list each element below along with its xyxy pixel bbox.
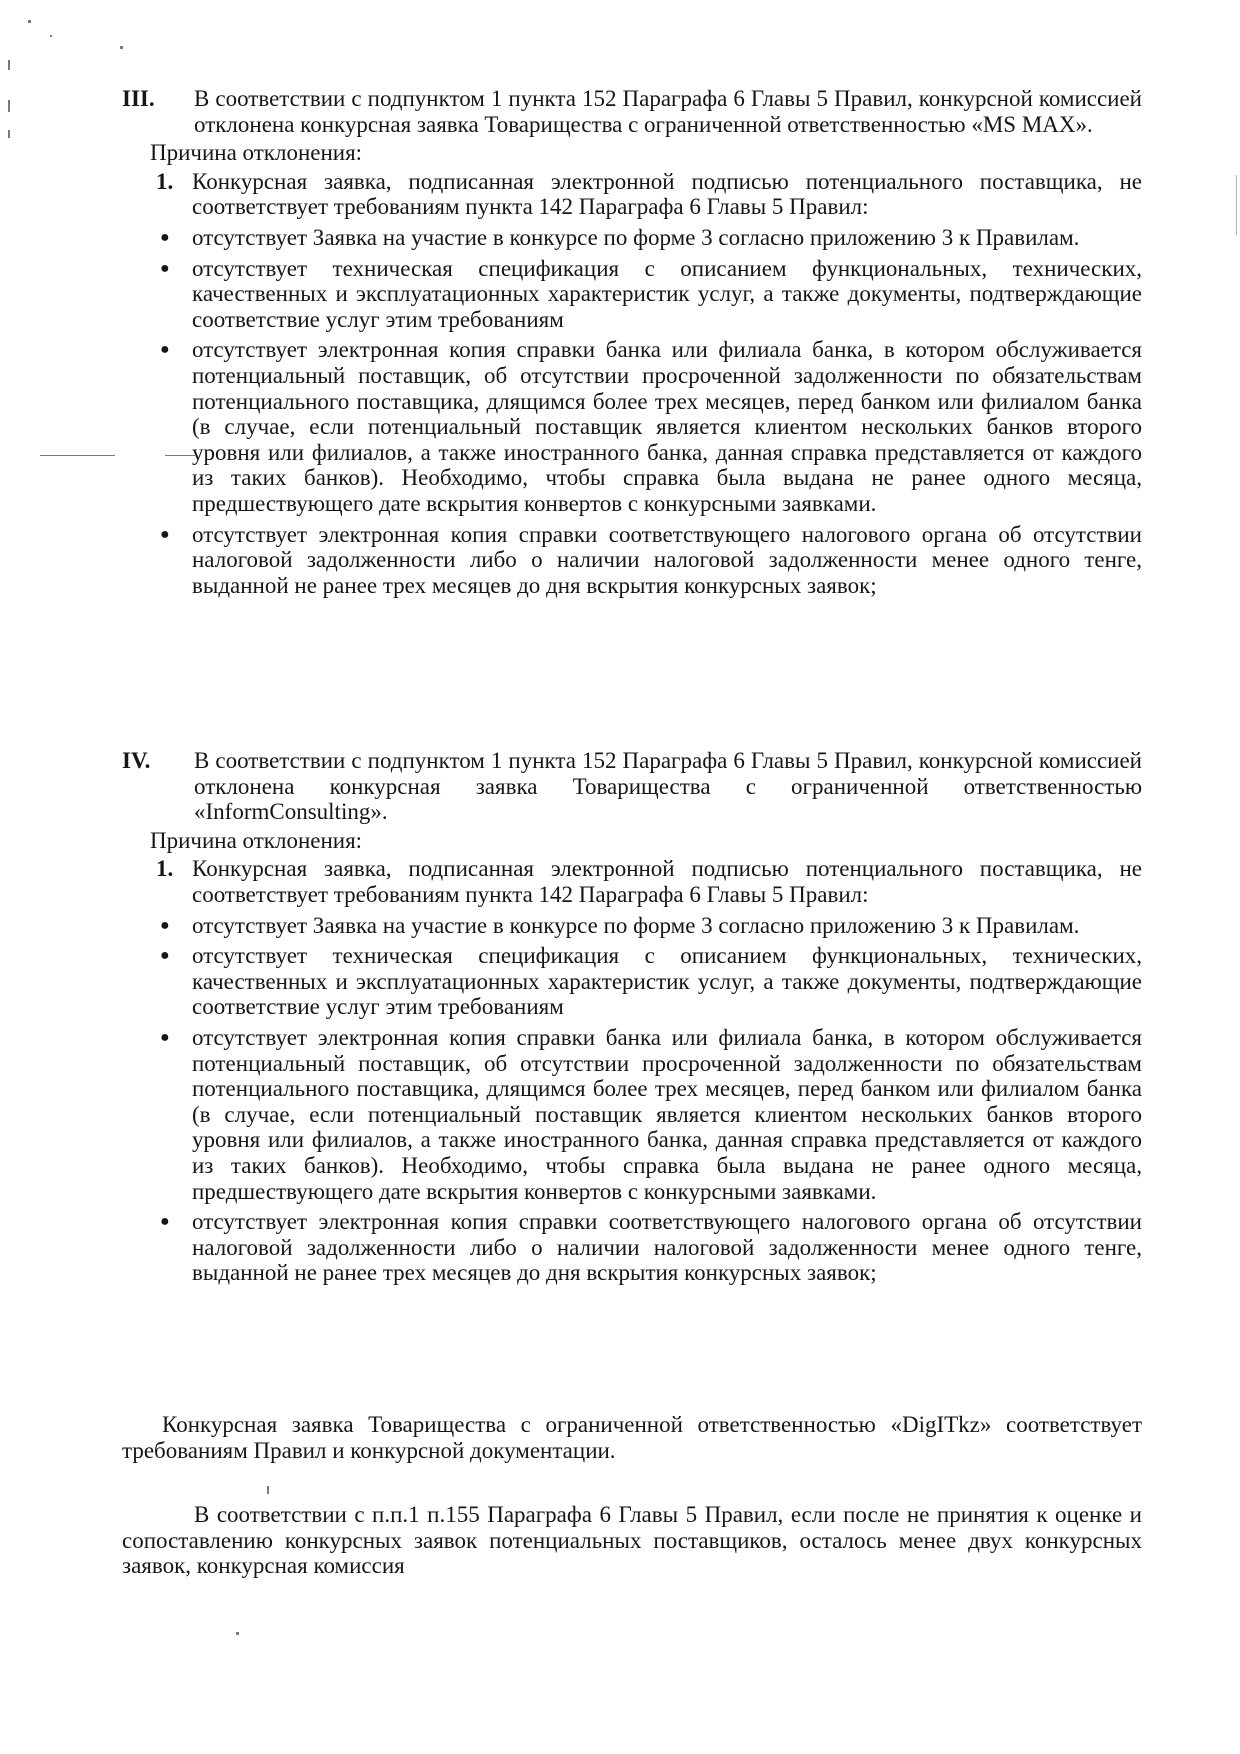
scan-speck <box>120 46 123 49</box>
bullet-text: отсутствует техническая спецификация с описанием функциональных, технических, качественных и эксплуатационных характеристик услуг, а также документы, подтверждающие соответствие услуг этим требованиям <box>192 943 1142 1020</box>
bullet-item <box>156 1025 1142 1204</box>
item-number: 1. <box>156 168 174 194</box>
scan-speck <box>8 100 10 112</box>
bullet-text: отсутствует техническая спецификация с описанием функциональных, технических, качественных и эксплуатационных характеристик услуг, а также документы, подтверждающие соответствие услуг этим требованиям <box>192 255 1142 332</box>
bullet-icon: ● <box>160 525 170 543</box>
scan-margin-line <box>40 455 115 456</box>
scan-speck <box>236 1632 239 1635</box>
bullet-text: отсутствует электронная копия справки соответствующего налогового органа об отсутствии налоговой задолженности либо о наличии налоговой задолженности менее одного тенге, выданной не ранее трех месяцев до дня вскрытия конкурсных заявок; <box>192 1209 1142 1286</box>
rejection-reason-label: Причина отклонения: <box>150 827 363 853</box>
item-text: Конкурсная заявка, подписанная электронной подписью потенциального поставщика, не соответствует требованиям пункта 142 Параграфа 6 Главы 5 Правил: <box>192 168 1142 220</box>
bullet-text: отсутствует электронная копия справки банка или филиала банка, в котором обслуживается потенциальный поставщик, об отсутствии просроченной задолженности по обязательствам потенциального поставщика, длящимся более трех месяцев, перед банком или филиалом банка (в случае, если потенциальный поставщик является клиентом нескольких банков второго уровня или филиалов, а также иностранного банка, данная справка представляется от каждого из таких банков). Необходимо, чтобы справка была выдана не ранее одного месяца, предшествующего дате вскрытия конвертов с конкурсными заявками. <box>192 337 1142 516</box>
scan-speck <box>8 130 10 138</box>
bullet-item <box>156 913 1142 939</box>
bullet-icon: ● <box>160 341 170 359</box>
bullet-icon: ● <box>160 916 170 934</box>
scan-speck <box>8 60 10 70</box>
section-intro: В соответствии с подпунктом 1 пункта 152 Параграфа 6 Главы 5 Правил, конкурсной комиссией отклонена конкурсная заявка Товарищества с ограниченной ответственностью «InformConsulting». <box>194 748 1142 825</box>
bullet-item <box>156 256 1142 333</box>
item-text: Конкурсная заявка, подписанная электронной подписью потенциального поставщика, не соответствует требованиям пункта 142 Параграфа 6 Главы 5 Правил: <box>192 856 1142 907</box>
scan-speck <box>267 1486 269 1494</box>
bullet-icon: ● <box>160 259 170 277</box>
bullet-icon: ● <box>160 947 170 965</box>
section-iii <box>122 86 1142 598</box>
scan-speck <box>50 35 52 37</box>
section-iv-heading <box>122 748 1142 825</box>
section-number: III. <box>122 86 155 111</box>
section-number: IV. <box>122 748 151 773</box>
bullet-icon: ● <box>160 1213 170 1231</box>
bullet-icon: ● <box>160 228 170 246</box>
section-iv <box>122 748 1142 1286</box>
bullet-item <box>156 522 1142 599</box>
final-paragraph: В соответствии с п.п.1 п.155 Параграфа 6 Главы 5 Правил, если после не принятия к оценке и сопоставлению конкурсных заявок потенциальных поставщиков, осталось менее двух конкурсных заявок, конкурсная комиссия <box>122 1502 1142 1579</box>
section-iii-heading <box>122 86 1142 137</box>
bullet-text: отсутствует Заявка на участие в конкурсе по форме 3 согласно приложению 3 к Правилам. <box>192 224 1080 250</box>
item-number: 1. <box>156 856 174 882</box>
numbered-item <box>156 169 1142 220</box>
bullet-text: отсутствует Заявка на участие в конкурсе по форме 3 согласно приложению 3 к Правилам. <box>192 912 1080 938</box>
scan-speck <box>28 20 31 23</box>
bullet-icon: ● <box>160 1028 170 1046</box>
bullet-item <box>156 225 1142 251</box>
compliant-application-paragraph: Конкурсная заявка Товарищества с ограниченной ответственностью «DigITkz» соответствует требованиям Правил и конкурсной документации. <box>122 1412 1142 1463</box>
bullet-item <box>156 337 1142 516</box>
bullet-item <box>156 1209 1142 1286</box>
bullet-text: отсутствует электронная копия справки соответствующего налогового органа об отсутствии налоговой задолженности либо о наличии налоговой задолженности менее одного тенге, выданной не ранее трех месяцев до дня вскрытия конкурсных заявок; <box>192 521 1142 598</box>
section-intro: В соответствии с подпунктом 1 пункта 152 Параграфа 6 Главы 5 Правил, конкурсной комиссией отклонена конкурсная заявка Товарищества с ограниченной ответственностью «MS MAX». <box>194 86 1142 137</box>
rejection-reason-label: Причина отклонения: <box>150 140 363 166</box>
scan-edge-line <box>1236 175 1237 235</box>
numbered-item <box>156 856 1142 907</box>
bullet-text: отсутствует электронная копия справки банка или филиала банка, в котором обслуживается потенциальный поставщик, об отсутствии просроченной задолженности по обязательствам потенциального поставщика, длящимся более трех месяцев, перед банком или филиалом банка (в случае, если потенциальный поставщик является клиентом нескольких банков второго уровня или филиалов, а также иностранного банка, данная справка представляется от каждого из таких банков). Необходимо, чтобы справка была выдана не ранее одного месяца, предшествующего дате вскрытия конвертов с конкурсными заявками. <box>192 1024 1142 1204</box>
bullet-item <box>156 943 1142 1020</box>
